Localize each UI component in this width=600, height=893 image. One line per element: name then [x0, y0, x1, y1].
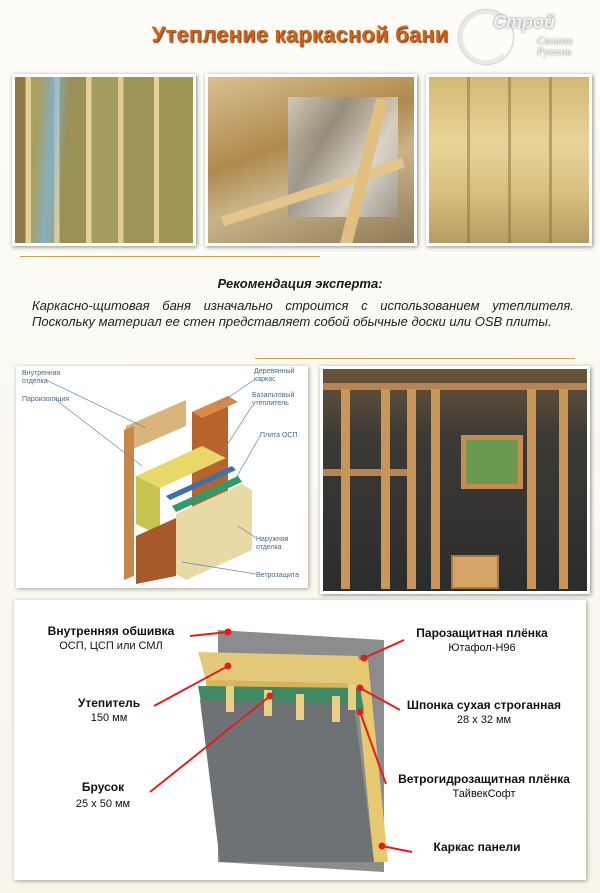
label-osb: Плита ОСП	[260, 432, 298, 439]
label-wind-barrier: Ветрозащита	[256, 572, 300, 579]
label-inner-finish: Внутренняя отделка	[22, 370, 61, 385]
panel-structure-diagram	[14, 600, 586, 880]
photo-wall-insulation	[12, 74, 196, 246]
photo-insulated-room	[426, 74, 592, 246]
divider-bottom	[255, 358, 575, 359]
label-tongue: Шпонка сухая строганная	[406, 698, 562, 712]
divider-top	[20, 256, 320, 257]
page-title: Утепление каркасной бани	[151, 22, 449, 47]
label-vapor-film-sub: Ютафол-Н96	[448, 642, 516, 654]
label-vapor-barrier: Пароизоляция	[22, 396, 70, 403]
label-wind-film: Ветрогидрозащитная плёнка	[398, 772, 570, 786]
label-vapor-film: Парозащитная плёнка	[416, 626, 548, 640]
label-bar: Брусок	[81, 780, 125, 794]
wall-layers-diagram	[16, 366, 308, 588]
label-inner-sheathing-sub: ОСП, ЦСП или СМЛ	[59, 640, 163, 652]
photo-framed-room	[320, 366, 590, 594]
label-bar-sub: 25 х 50 мм	[75, 798, 131, 810]
photo-frame-foil	[205, 74, 417, 246]
label-wood-frame: Деревянный каркас	[254, 368, 295, 383]
logo-word-2: Своими Руками	[537, 35, 573, 58]
label-inner-sheathing: Внутренняя обшивка	[47, 624, 175, 638]
label-outer-finish: Наружняя отделка	[256, 536, 289, 551]
label-basalt-insulation: Базальтовый утеплитель	[252, 392, 295, 407]
logo-word-1: Строй	[493, 12, 555, 32]
site-logo[interactable]	[455, 8, 595, 68]
label-tongue-sub: 28 х 32 мм	[456, 714, 512, 726]
label-insulation-sub: 150 мм	[90, 712, 128, 724]
expert-text: Каркасно-щитовая баня изначально строится с использованием утеплителя. Поскольку материал ее стен представляет собой обычные доски или OSB плиты.	[32, 298, 574, 329]
label-wind-film-sub: ТайвекСофт	[452, 788, 516, 800]
label-frame: Каркас панели	[433, 840, 521, 854]
label-insulation: Утепитель	[77, 696, 141, 710]
expert-heading: Рекомендация эксперта:	[217, 276, 383, 291]
pointer-lines	[14, 600, 586, 880]
